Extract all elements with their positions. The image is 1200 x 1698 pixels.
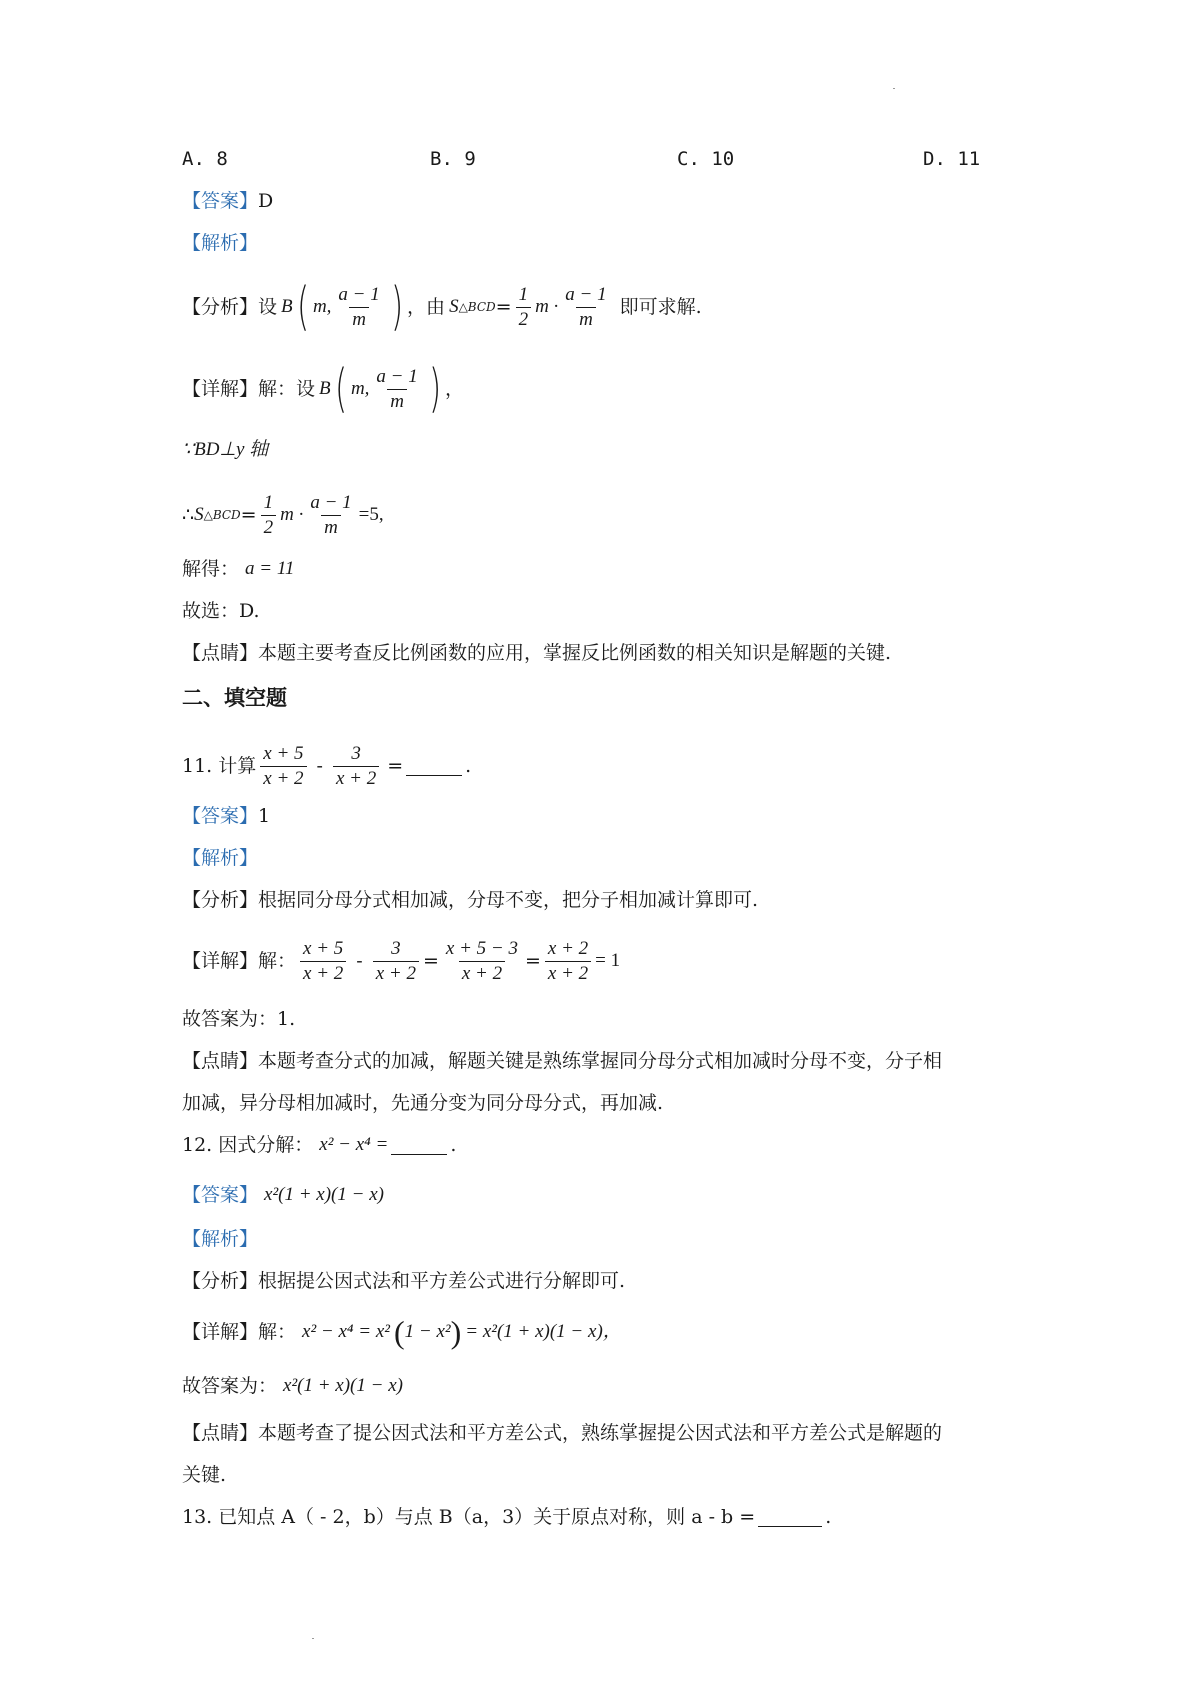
fraction-numerator: x + 5 − 3 xyxy=(445,937,518,959)
q10-choice xyxy=(182,598,260,624)
comment-text: 关键. xyxy=(182,1464,227,1486)
point-b: B xyxy=(319,378,331,399)
analysis-text: 根据同分母分式相加减，分母不变，把分子相加减计算即可. xyxy=(258,889,759,911)
option-a: A. 8 xyxy=(182,148,228,170)
q10-analysis xyxy=(182,277,702,337)
q11-detail xyxy=(182,935,620,987)
answer-blank xyxy=(758,1508,822,1527)
coord-m: m · xyxy=(535,296,559,317)
answer-blank xyxy=(391,1136,447,1155)
fraction-numerator: 3 xyxy=(351,742,361,764)
solve-label: 解得： xyxy=(182,558,240,580)
answer-value: D xyxy=(258,190,274,212)
minus-sign: - xyxy=(316,755,323,777)
question-stem: . xyxy=(450,1134,457,1156)
equals: = xyxy=(422,950,439,972)
fraction-numerator: 3 xyxy=(391,937,401,959)
equals: = xyxy=(387,755,404,777)
q11-stem xyxy=(182,740,471,792)
q12-stem xyxy=(182,1132,456,1158)
area-symbol: S xyxy=(194,504,204,525)
fraction-denominator: m xyxy=(349,307,369,332)
answer-tag: 【答案】 xyxy=(182,190,259,212)
choice-text: 故选：D. xyxy=(182,600,260,622)
question-stem: . xyxy=(465,755,472,777)
q11-answer xyxy=(182,803,270,829)
fraction-denominator: x + 2 xyxy=(545,961,591,986)
q10-detail xyxy=(182,359,465,419)
section-title: 二、填空题 xyxy=(182,686,287,710)
question-expression: x² − x⁴ = xyxy=(319,1134,389,1155)
fraction xyxy=(333,742,379,791)
q10-comment xyxy=(182,640,891,666)
jiexi-tag: 【解析】 xyxy=(182,1228,259,1250)
fraction-numerator: 1 xyxy=(263,491,274,513)
q10-because xyxy=(182,437,268,463)
jiexi-tag: 【解析】 xyxy=(182,232,259,254)
option-c: C. 10 xyxy=(677,148,735,170)
fraction-denominator: x + 2 xyxy=(333,766,379,791)
scan-dot xyxy=(893,88,895,89)
fraction xyxy=(545,937,591,986)
fraction-numerator: x + 5 xyxy=(303,937,344,959)
q11-analysis xyxy=(182,887,758,913)
right-paren: ) xyxy=(450,1314,462,1350)
fraction xyxy=(260,742,306,791)
fraction xyxy=(373,365,420,414)
q10-answer xyxy=(182,188,273,214)
q11-result xyxy=(182,1006,295,1032)
fraction-half xyxy=(261,491,277,540)
fraction-numerator: x + 2 xyxy=(547,937,589,959)
fraction-numerator: x + 5 xyxy=(263,742,304,764)
fraction-denominator: x + 2 xyxy=(459,961,505,986)
fraction-denominator: x + 2 xyxy=(260,766,306,791)
result-text: 故答案为： xyxy=(182,1375,278,1397)
q10-therefore xyxy=(182,490,384,540)
fraction-denominator: x + 2 xyxy=(300,961,346,986)
fraction-denominator: m xyxy=(576,307,596,332)
q12-jiexi xyxy=(182,1226,258,1252)
fraction xyxy=(373,937,419,986)
answer-tag: 【答案】 xyxy=(182,1184,259,1206)
coord-m: m, xyxy=(350,378,370,399)
minus-sign: - xyxy=(356,950,363,972)
fraction xyxy=(562,283,609,332)
scan-dot xyxy=(312,1638,314,1639)
fraction-numerator: 1 xyxy=(518,283,529,305)
coord-m: m, xyxy=(312,296,332,317)
question-stem: 11. 计算 xyxy=(182,755,257,777)
comment-tag: 【点睛】 xyxy=(182,1050,259,1072)
q10-jiexi xyxy=(182,230,258,256)
left-paren: ( xyxy=(393,1314,405,1350)
answer-value: x²(1 + x)(1 − x) xyxy=(264,1184,384,1205)
equals: = xyxy=(240,504,257,526)
analysis-text: 设 xyxy=(258,296,278,318)
right-paren: ) xyxy=(428,359,441,419)
point-b: B xyxy=(281,296,293,317)
detail-tag: 【详解】 xyxy=(182,1321,259,1343)
left-paren: ( xyxy=(296,277,309,337)
right-paren: ) xyxy=(390,277,403,337)
fraction xyxy=(300,937,346,986)
detail-expression: 1 − x² xyxy=(404,1321,451,1342)
fraction-denominator: m xyxy=(387,389,407,414)
q12-result xyxy=(182,1373,403,1399)
fraction-numerator: a − 1 xyxy=(310,491,352,513)
answer-value: 1 xyxy=(258,805,271,827)
question-stem: 12. 因式分解： xyxy=(182,1134,314,1156)
fraction xyxy=(443,937,521,986)
detail-tag: 【详解】 xyxy=(182,378,259,400)
q12-comment xyxy=(182,1420,942,1446)
option-d: D. 11 xyxy=(923,148,981,170)
coord-m: m · xyxy=(280,504,304,525)
area-subscript: △BCD xyxy=(458,300,496,314)
comment-text: 本题考查分式的加减，解题关键是熟练掌握同分母分式相加减时分母不变，分子相 xyxy=(258,1050,943,1072)
answer-tag: 【答案】 xyxy=(182,805,259,827)
analysis-text: ，由 xyxy=(407,296,446,318)
fraction-denominator: 2 xyxy=(261,515,277,540)
fraction-denominator: m xyxy=(321,515,341,540)
detail-text: 解： xyxy=(258,950,297,972)
fraction xyxy=(335,283,382,332)
equals: = xyxy=(495,296,512,318)
detail-expression: x² − x⁴ = x² xyxy=(302,1321,390,1342)
detail-text: ， xyxy=(445,378,465,400)
detail-text: 解： xyxy=(258,1321,297,1343)
result-text: 故答案为：1. xyxy=(182,1008,296,1030)
comment-text: 本题考查了提公因式法和平方差公式，熟练掌握提公因式法和平方差公式是解题的 xyxy=(258,1422,943,1444)
comment-text: 加减，异分母相加减时，先通分变为同分母分式，再加减. xyxy=(182,1092,664,1114)
result-expression: x²(1 + x)(1 − x) xyxy=(283,1375,403,1396)
detail-text: 解：设 xyxy=(258,378,316,400)
question-stem: . xyxy=(825,1506,832,1528)
answer-blank xyxy=(406,757,462,776)
fraction-numerator: a − 1 xyxy=(376,365,418,387)
fraction-denominator: x + 2 xyxy=(373,961,419,986)
area-symbol: S xyxy=(449,296,459,317)
therefore-symbol: ∴ xyxy=(182,504,195,526)
analysis-tag: 【分析】 xyxy=(182,296,259,318)
q13-stem xyxy=(182,1504,831,1530)
equals: = xyxy=(524,950,541,972)
q12-answer xyxy=(182,1182,384,1208)
question-stem: 13. 已知点 A（ - 2，b）与点 B（a，3）关于原点对称，则 a - b = xyxy=(182,1506,756,1528)
analysis-text: 即可求解. xyxy=(619,296,702,318)
left-paren: ( xyxy=(334,359,347,419)
q11-comment xyxy=(182,1048,942,1074)
area-subscript: △BCD xyxy=(203,508,241,522)
q11-jiexi xyxy=(182,845,258,871)
fraction-half xyxy=(516,283,532,332)
result-value: =5, xyxy=(358,504,384,525)
analysis-text: 根据提公因式法和平方差公式进行分解即可. xyxy=(258,1270,626,1292)
comment-tag: 【点睛】 xyxy=(182,642,259,664)
analysis-tag: 【分析】 xyxy=(182,1270,259,1292)
fraction-numerator: a − 1 xyxy=(338,283,380,305)
solve-equation: a = 11 xyxy=(245,558,295,579)
comment-tag: 【点睛】 xyxy=(182,1422,259,1444)
q12-analysis xyxy=(182,1268,625,1294)
option-b: B. 9 xyxy=(430,148,476,170)
analysis-tag: 【分析】 xyxy=(182,889,259,911)
because-statement: ∵BD⊥y 轴 xyxy=(182,439,269,460)
result-value: = 1 xyxy=(595,950,621,971)
q11-comment-cont xyxy=(182,1090,663,1116)
detail-expression: = x²(1 + x)(1 − x)， xyxy=(465,1321,622,1342)
q10-solve xyxy=(182,556,294,582)
fraction-denominator: 2 xyxy=(516,307,532,332)
comment-text: 本题主要考查反比例函数的应用，掌握反比例函数的相关知识是解题的关键. xyxy=(258,642,892,664)
jiexi-tag: 【解析】 xyxy=(182,847,259,869)
fraction-numerator: a − 1 xyxy=(565,283,607,305)
detail-tag: 【详解】 xyxy=(182,950,259,972)
q12-detail xyxy=(182,1314,622,1350)
fraction xyxy=(307,491,354,540)
q12-comment-cont xyxy=(182,1462,226,1488)
